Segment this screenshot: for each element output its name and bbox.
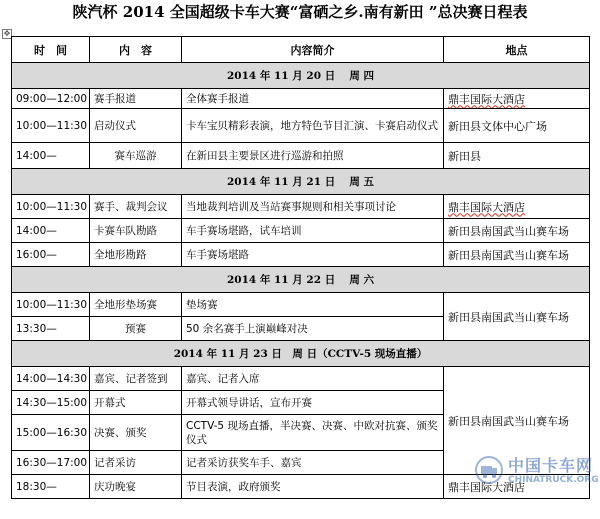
- item-cell: 卡赛车队勘路: [90, 219, 182, 243]
- desc-cell: 车手赛场堪路: [182, 243, 444, 267]
- time-cell: 10:00—11:30: [12, 195, 90, 219]
- watermark: [474, 453, 599, 497]
- time-cell: 09:00—12:00: [12, 89, 90, 109]
- item-cell: 赛手报道: [90, 89, 182, 109]
- day-label: 2014 年 11 月 22 日 周 六: [12, 267, 590, 293]
- day-header-row: [12, 267, 590, 293]
- item-cell: 开幕式: [90, 391, 182, 415]
- desc-cell: 垫场赛: [182, 293, 444, 317]
- item-cell: 全地形垫场赛: [90, 293, 182, 317]
- day-label: 2014 年 11 月 23 日 周 日（CCTV-5 现场直播）: [12, 341, 590, 367]
- item-cell: 赛车巡游: [90, 143, 182, 169]
- header-desc: 内容简介: [182, 37, 444, 63]
- location-cell: 新田县: [444, 143, 590, 169]
- day-label: 2014 年 11 月 20 日 周 四: [12, 63, 590, 89]
- desc-cell: 嘉宾、记者入席: [182, 367, 444, 391]
- time-cell: 14:00—: [12, 219, 90, 243]
- location-cell: 新田县文体中心广场: [444, 109, 590, 143]
- time-cell: 15:00—16:30: [12, 415, 90, 451]
- item-cell: 启动仪式: [90, 109, 182, 143]
- location-cell: 新田县南国武当山赛车场: [444, 219, 590, 243]
- desc-cell: 车手赛场堪路，试车培训: [182, 219, 444, 243]
- desc-cell: 记者采访获奖车手、嘉宾: [182, 451, 444, 475]
- day-header-row: [12, 341, 590, 367]
- table-row: [12, 367, 590, 391]
- desc-cell: 节目表演，政府颁奖: [182, 475, 444, 499]
- desc-cell: 卡车宝贝精彩表演，地方特色节目汇演、卡赛启动仪式: [182, 109, 444, 143]
- item-cell: 全地形勘路: [90, 243, 182, 267]
- table-row: [12, 195, 590, 219]
- day-header-row: [12, 169, 590, 195]
- time-cell: 14:00—14:30: [12, 367, 90, 391]
- desc-cell: 50 余名赛手上演巅峰对决: [182, 317, 444, 341]
- truck-logo-icon: [474, 455, 504, 485]
- desc-cell: CCTV-5 现场直播，半决赛、决赛、中欧对抗赛、颁奖仪式: [182, 415, 444, 451]
- table-row: [12, 143, 590, 169]
- table-header-row: [12, 37, 590, 63]
- item-cell: 记者采访: [90, 451, 182, 475]
- header-location: 地点: [444, 37, 590, 63]
- day-label: 2014 年 11 月 21 日 周 五: [12, 169, 590, 195]
- watermark-en: CHINATRUCK.ORG: [508, 475, 599, 485]
- desc-cell: 在新田县主要景区进行巡游和拍照: [182, 143, 444, 169]
- time-cell: 10:00—11:30: [12, 293, 90, 317]
- time-cell: 16:00—: [12, 243, 90, 267]
- time-cell: 14:00—: [12, 143, 90, 169]
- desc-cell: 开幕式领导讲话，宣布开赛: [182, 391, 444, 415]
- item-cell: 预赛: [90, 317, 182, 341]
- time-cell: 13:30—: [12, 317, 90, 341]
- location-cell: 鼎丰国际大酒店: [444, 89, 590, 109]
- desc-cell: 全体赛手报道: [182, 89, 444, 109]
- table-row: [12, 89, 590, 109]
- location-cell: 鼎丰国际大酒店: [444, 475, 590, 499]
- location-cell: 新田县南国武当山赛车场: [444, 367, 590, 475]
- table-move-handle-icon[interactable]: ✥: [3, 29, 11, 38]
- time-cell: 14:30—15:00: [12, 391, 90, 415]
- day-header-row: [12, 63, 590, 89]
- table-row: [12, 219, 590, 243]
- table-row: [12, 109, 590, 143]
- location-cell: 新田县南国武当山赛车场: [444, 293, 590, 341]
- time-cell: 18:30—: [12, 475, 90, 499]
- desc-cell: 当地裁判培训及当站赛事规则和相关事项讨论: [182, 195, 444, 219]
- document-title: 陕汽杯 2014 全国超级卡车大赛“富硒之乡.南有新田 ”总决赛日程表: [72, 3, 528, 21]
- item-cell: 嘉宾、记者签到: [90, 367, 182, 391]
- item-cell: 庆功晚宴: [90, 475, 182, 499]
- item-cell: 决赛、颁奖: [90, 415, 182, 451]
- table-row: [12, 243, 590, 267]
- table-row: [12, 293, 590, 317]
- header-time: 时 间: [12, 37, 90, 63]
- time-cell: 10:00—11:30: [12, 109, 90, 143]
- location-cell: 鼎丰国际大酒店: [444, 195, 590, 219]
- schedule-table: [11, 36, 590, 499]
- watermark-cn: 中国卡车网: [508, 456, 594, 475]
- header-item: 内 容: [90, 37, 182, 63]
- item-cell: 赛手、裁判会议: [90, 195, 182, 219]
- time-cell: 16:30—17:00: [12, 451, 90, 475]
- location-cell: 新田县南国武当山赛车场: [444, 243, 590, 267]
